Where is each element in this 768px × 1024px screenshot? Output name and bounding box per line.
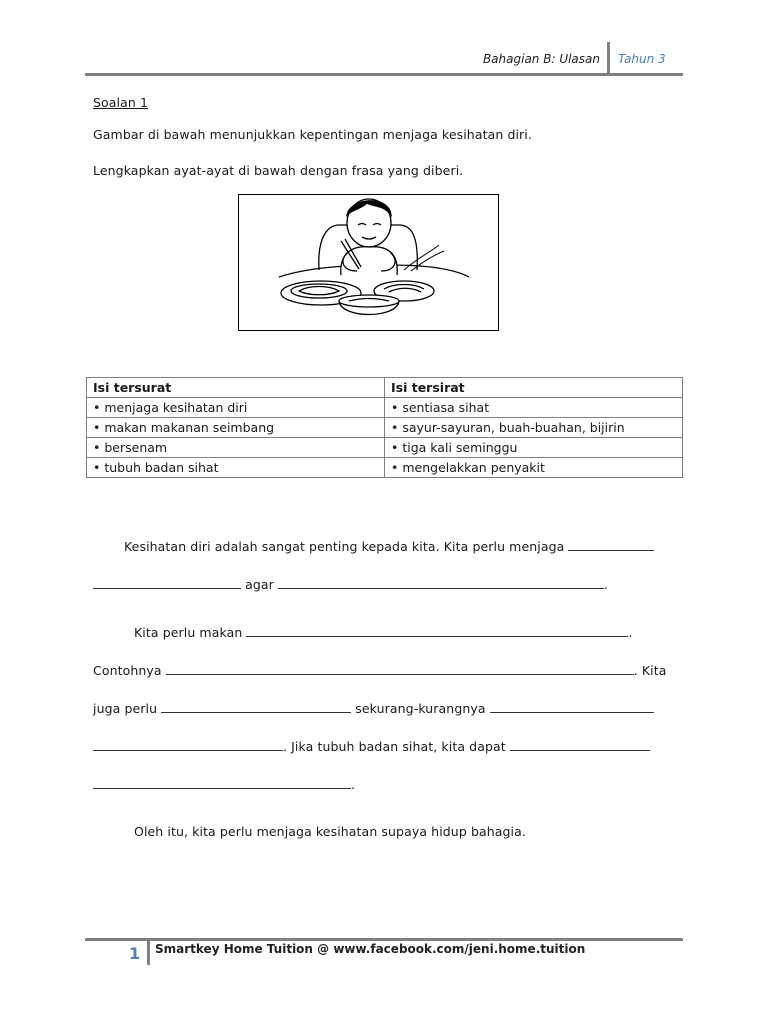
answer-blank[interactable] (93, 576, 241, 589)
table-header-explicit: Isi tersurat (87, 378, 385, 398)
header-divider (607, 42, 610, 74)
header-year: Tahun 3 (618, 52, 666, 66)
passage-text: . Jika tubuh badan sihat, kita dapat (283, 739, 506, 754)
table-cell: • tiga kali seminggu (385, 438, 683, 458)
passage-text: sekurang-kurangnya (355, 701, 486, 716)
table-row (87, 458, 683, 478)
table-header-row (87, 378, 683, 398)
passage-line-4 (93, 662, 667, 678)
passage-closing: Oleh itu, kita perlu menjaga kesihatan supaya hidup bahagia. (134, 824, 526, 839)
table-cell: • tubuh badan sihat (87, 458, 385, 478)
table-row (87, 418, 683, 438)
passage-text: Kesihatan diri adalah sangat penting kepada kita. Kita perlu menjaga (124, 539, 565, 554)
footer-rule (85, 938, 683, 941)
passage-line-2 (93, 576, 608, 592)
boy-eating-illustration (238, 194, 499, 331)
answer-blank[interactable] (510, 738, 650, 751)
passage-text: agar (245, 577, 274, 592)
passage-line-6 (93, 738, 650, 754)
answer-blank[interactable] (166, 662, 634, 675)
question-intro: Gambar di bawah menunjukkan kepentingan menjaga kesihatan diri. (93, 127, 532, 142)
passage-line-7 (93, 776, 355, 792)
passage-text: . Kita (633, 663, 667, 678)
passage-text: . (603, 577, 609, 592)
passage-text: Contohnya (93, 663, 162, 678)
answer-blank[interactable] (490, 700, 654, 713)
passage-text: juga perlu (93, 701, 158, 716)
table-header-implicit: Isi tersirat (385, 378, 683, 398)
footer-credit: Smartkey Home Tuition @ www.facebook.com/jeni.home.tuition (155, 942, 586, 956)
table-cell: • mengelakkan penyakit (385, 458, 683, 478)
footer-divider (147, 941, 150, 965)
table-row (87, 398, 683, 418)
question-instruction: Lengkapkan ayat-ayat di bawah dengan frasa yang diberi. (93, 163, 464, 178)
table-cell: • makan makanan seimbang (87, 418, 385, 438)
phrase-table (86, 377, 683, 478)
table-cell: • bersenam (87, 438, 385, 458)
passage-text: Kita perlu makan (134, 625, 243, 640)
question-number: Soalan 1 (93, 95, 149, 110)
answer-blank[interactable] (568, 538, 654, 551)
answer-blank[interactable] (278, 576, 604, 589)
header-section-title: Bahagian B: Ulasan (482, 52, 600, 66)
table-cell: • menjaga kesihatan diri (87, 398, 385, 418)
answer-blank[interactable] (246, 624, 628, 637)
page-number: 1 (129, 944, 141, 963)
passage-text: . (351, 777, 356, 792)
answer-blank[interactable] (93, 776, 351, 789)
answer-blank[interactable] (161, 700, 351, 713)
passage-text: . (628, 625, 633, 640)
answer-blank[interactable] (93, 738, 283, 751)
passage-line-1 (124, 538, 654, 554)
table-cell: • sayur-sayuran, buah-buahan, bijirin (385, 418, 683, 438)
passage-line-3 (134, 624, 633, 640)
table-row (87, 438, 683, 458)
table-cell: • sentiasa sihat (385, 398, 683, 418)
header-rule (85, 73, 683, 76)
passage-line-5 (93, 700, 654, 716)
